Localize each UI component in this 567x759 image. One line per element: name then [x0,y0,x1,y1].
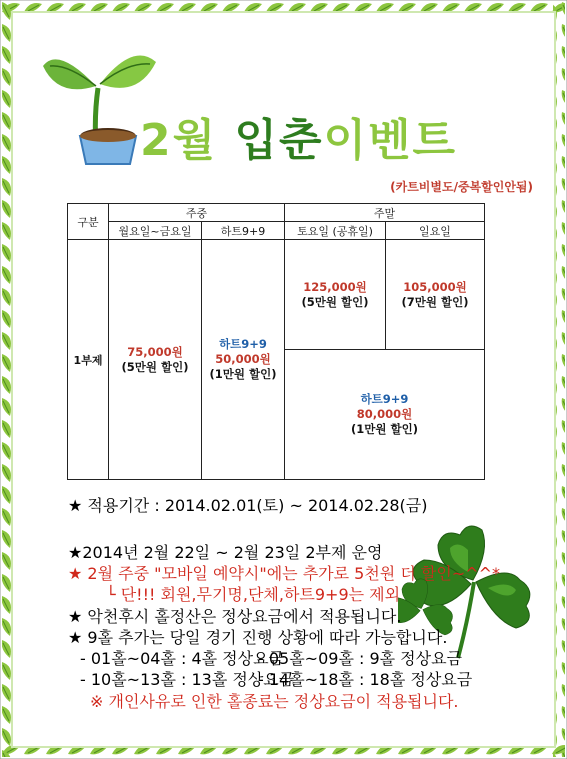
table-col-label: 구분 [68,204,109,240]
mon-fri-cell [109,240,202,480]
period-note: ★ 적용기간 : 2014.02.01(토) ~ 2014.02.28(금) [68,496,428,515]
title-ipchun: 입춘 [234,115,324,166]
mon-fri-header: 월요일~금요일 [109,222,202,240]
weekend-hart-name: 하트9+9 [360,392,409,406]
event-title [140,104,457,168]
title-event: 이벤트 [323,115,457,166]
hart99-header: 하트9+9 [202,222,285,240]
mon-fri-price: 75,000원 [127,344,183,359]
hart-price: 50,000원 [215,352,271,366]
weekday-header: 주중 [109,204,285,222]
price-table [67,203,485,480]
mon-fri-discount: (5만원 할인) [121,359,189,374]
saturday-cell [285,240,386,350]
note-exclusions: └ 단!!! 회원,무기명,단체,하트9+9는 제외 [106,585,401,604]
weekend-hart-discount: (1만원 할인) [351,422,418,436]
sunday-price: 105,000원 [403,279,467,294]
hole-rate-4: - 14홀~18홀 : 18홀 정상요금 [258,670,473,689]
note-two-round: ★2014년 2월 22일 ~ 2월 23일 2부제 운영 [68,543,383,562]
row-label: 1부제 [68,240,109,480]
subtitle-note: (카트비별도/중복할인안됨) [390,180,533,194]
note-extra-holes: ★ 9홀 추가는 당일 경기 진행 상황에 따라 가능합니다. [68,628,448,647]
weekend-header: 주말 [285,204,485,222]
title-month: 2월 [140,115,218,166]
weekend-hart-price: 80,000원 [356,407,413,421]
saturday-header: 토요일 (공휴일) [285,222,386,240]
saturday-discount: (5만원 할인) [301,294,369,309]
hole-rate-2: - 05홀~09홀 : 9홀 정상요금 [258,649,463,668]
sunday-discount: (7만원 할인) [401,294,469,309]
hole-rate-3: - 10홀~13홀 : 13홀 정상요금 [80,670,295,689]
hart-discount: (1만원 할인) [209,367,277,381]
note-mobile-discount: ★ 2월 주중 "모바일 예약시"에는 추가로 5천원 더 할인~^^* [68,564,500,583]
sunday-cell [386,240,485,350]
hole-rate-1: - 01홀~04홀 : 4홀 정상요금 [80,649,285,668]
hart-name: 하트9+9 [219,337,267,351]
note-personal-reason: ※ 개인사유로 인한 홀종료는 정상요금이 적용됩니다. [90,692,459,711]
note-weather: ★ 악천후시 홀정산은 정상요금에서 적용됩니다. [68,607,402,626]
hart-cell [202,240,285,480]
sunday-header: 일요일 [386,222,485,240]
weekend-hart-cell [285,350,485,480]
saturday-price: 125,000원 [303,279,367,294]
